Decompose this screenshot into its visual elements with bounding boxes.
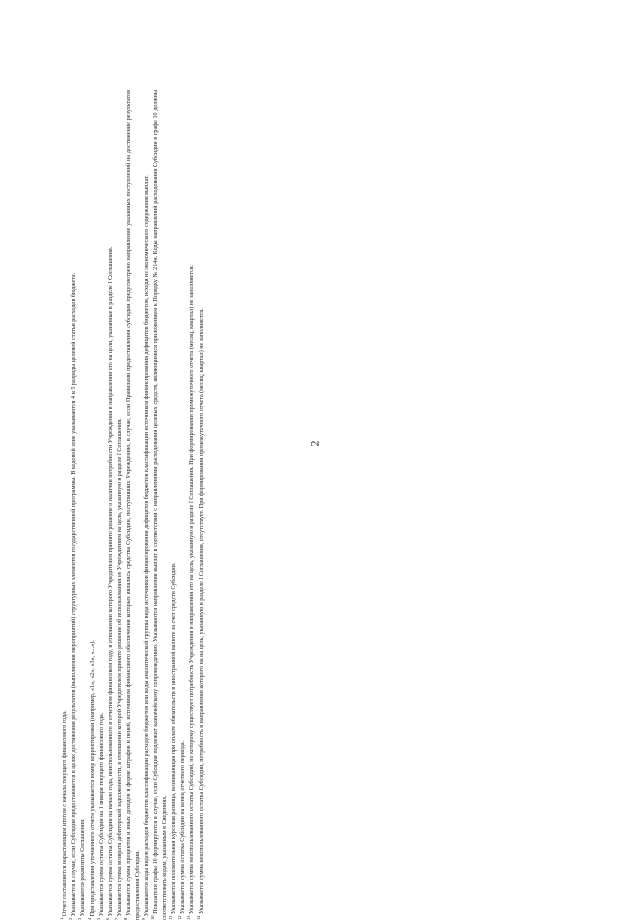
footnote-text: Указывается сумма неиспользованного остатка Субсидии, по которому существует потребность Учреждения в направлении его на цель, указанную в разделе I Соглашения. При формировании промежуточного отчета (месяц, квартал) не заполняется.	[189, 265, 195, 914]
footnote-marker: 4	[87, 918, 92, 920]
footnote-marker: 3	[77, 918, 82, 920]
footnote-item	[198, 90, 207, 920]
footnote-text: При представлении уточненного отчета указывается номер корректировки (например, «1», «2», «3», «...»).	[90, 640, 96, 916]
footnote-text: Указывается в случае, если Субсидия предоставляется в целях достижения результатов (выполнения мероприятий) структурных элементов государственной программы. В кодовой зоне указываются 4 и 5 разряды целевой статьи расходов бюджета.	[71, 273, 77, 916]
footnote-marker: 10	[150, 916, 155, 920]
footnote-item	[188, 90, 197, 920]
footnote-text: Показатели графы 10 формируются в случае, если Субсидия подлежит казначейскому сопровождению. Указываются направления выплат в соответствии с направлениями расходования целевых средств, являющимися приложением к Порядку № 214н. Коды направлений расходования Субсидии в графе 10 должны соответствовать кодам, указанным в Сведениях.	[153, 90, 168, 920]
footnote-item	[107, 90, 116, 920]
footnote-item	[152, 90, 169, 920]
footnote-item	[179, 90, 188, 920]
footnote-item	[98, 90, 107, 920]
footnote-item	[89, 90, 98, 920]
footnote-marker: 7	[114, 918, 119, 920]
footnote-text: Указывается сумма остатка Субсидии на начало года, неиспользованного в отчетном финансовом году, в отношении которого Учредителем принято решение о наличии потребности Учреждения в направлении его на цели, указанные в разделе I Соглашения.	[108, 247, 114, 916]
footnote-text: Указывается сумма процентов и иных доходов в форме штрафов и пеней, источником финансового обеспечения которых являлись средства Субсидии, поступивших Учреждению, в случае, если Правилами предоставления субсидии предусмотрено направление указанных поступлений на достижение результатов предоставления Субсидии.	[126, 90, 141, 920]
footnote-text: Отчет составляется нарастающим итогом с начала текущего финансового года.	[62, 711, 68, 917]
footnote-text: Указывается сумма остатка Субсидии на конец отчетного периода.	[180, 741, 186, 914]
footnote-item	[143, 90, 152, 920]
footnote-marker: 2	[68, 918, 73, 920]
footnote-text: Указываются коды видов расходов бюджетов классификации расходов бюджетов или коды аналитической группы вида источников финансирования дефицитов бюджетов классификации источников финансирования дефицитов бюджетов, исходя из экономического содержания выплат.	[144, 175, 150, 916]
footnote-item	[116, 90, 125, 920]
footnote-item	[170, 90, 179, 920]
footnote-item	[70, 90, 79, 920]
footnote-marker: 11	[168, 916, 173, 920]
page-number: 2	[308, 441, 323, 447]
footnote-marker: 5	[96, 918, 101, 920]
footnote-marker: 6	[105, 918, 110, 920]
footnotes-block	[61, 90, 331, 920]
footnote-marker: 13	[186, 916, 191, 920]
footnote-marker: 14	[196, 916, 201, 920]
footnote-text: Указываются реквизиты Соглашения.	[80, 819, 86, 917]
footnote-item	[79, 90, 88, 920]
footnote-text: Указывается положительная курсовая разница, возникающая при оплате обязательств в иностранной валюте за счет средств Субсидии.	[171, 563, 177, 915]
footnote-marker: 9	[141, 918, 146, 920]
footnote-text: Указывается сумма неиспользованного остатка Субсидии, потребность в направлении которого на на цель, указанную в разделе I Соглашения, отсутствует. При формировании промежуточного отчета (месяц, квартал) не заполняется.	[199, 308, 205, 914]
footnote-item	[125, 90, 142, 920]
footnote-marker: 12	[177, 916, 182, 920]
footnote-marker: 8	[123, 918, 128, 920]
footnote-text: Указывается сумма остатка Субсидии на 1 января текущего финансового года.	[99, 713, 105, 917]
footnote-text: Указывается сумма возврата дебиторской задолженности, в отношении которой Учредителем принято решение об использовании ее Учреждением на цель, указанную в разделе I Соглашения.	[117, 418, 123, 916]
footnote-item	[61, 90, 70, 920]
footnote-marker: 1	[59, 918, 64, 920]
